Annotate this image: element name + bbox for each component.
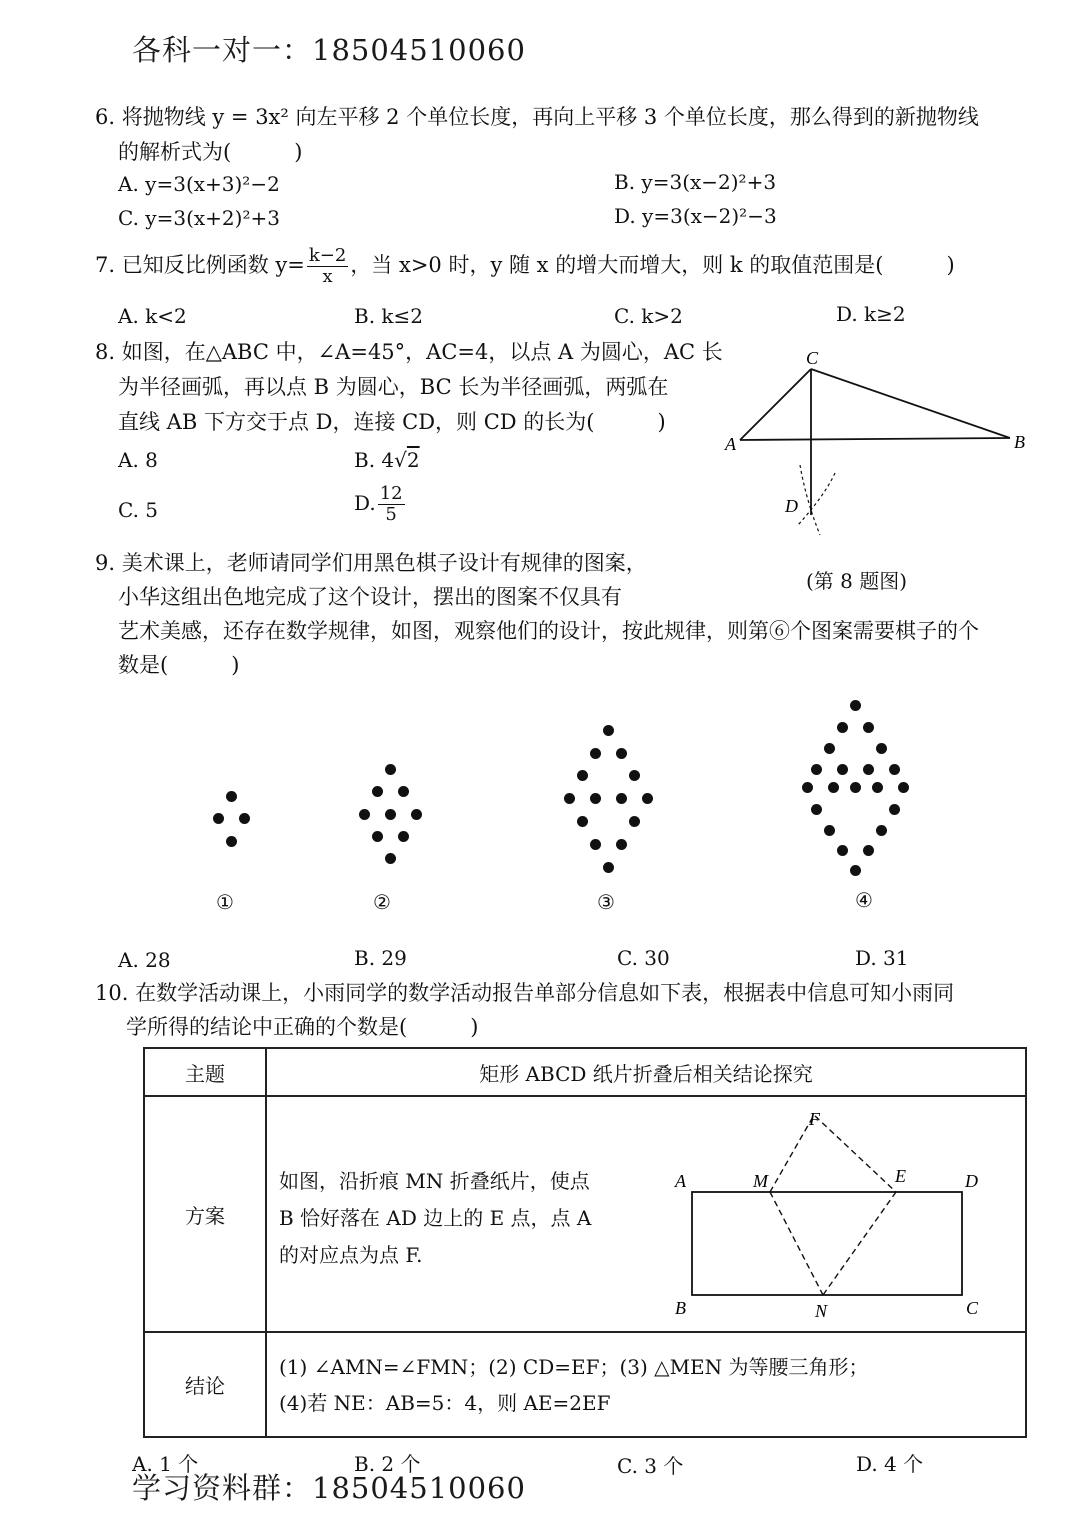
q10-option-b: B. 2 个: [354, 1452, 421, 1476]
q9-option-d: D. 31: [855, 946, 909, 970]
q8-option-d-den: 5: [385, 503, 397, 525]
conclusion-line1: (1) ∠AMN=∠FMN；(2) CD=EF；(3) △MEN 为等腰三角形；: [279, 1354, 869, 1379]
label-a: A: [725, 434, 736, 454]
chess-piece: [811, 804, 822, 815]
chess-piece: [239, 813, 250, 824]
chess-piece: [616, 839, 627, 850]
label-m: M: [753, 1171, 768, 1191]
table-conclusion-cell: [266, 1332, 1026, 1437]
chess-piece: [876, 825, 887, 836]
chess-piece: [590, 748, 601, 759]
plan-text-line1: 如图，沿折痕 MN 折叠纸片，使点: [279, 1169, 590, 1193]
q8-figure-caption: (第 8 题图): [806, 569, 908, 593]
plan-text: [279, 1163, 591, 1274]
segment-bc: [811, 369, 1010, 438]
chess-piece: [603, 725, 614, 736]
chess-piece: [837, 845, 848, 856]
q6-option-a: A. y=3(x+3)²−2: [118, 172, 280, 196]
q7-option-a: A. k<2: [118, 304, 187, 328]
footer-contact: 学习资料群：18504510060: [132, 1471, 526, 1505]
chess-piece: [824, 825, 835, 836]
folded-corner: [770, 1115, 896, 1192]
chess-piece: [850, 782, 861, 793]
chess-piece: [603, 862, 614, 873]
fold-crease-mn: [770, 1192, 823, 1295]
label-d: D: [785, 496, 798, 516]
chess-piece: [629, 770, 640, 781]
q9-option-a: A. 28: [118, 948, 171, 972]
chess-piece: [564, 793, 575, 804]
chess-piece: [642, 793, 653, 804]
label-c: C: [966, 1298, 979, 1318]
chess-piece: [863, 764, 874, 775]
chess-piece: [411, 809, 422, 820]
label-a: A: [675, 1171, 686, 1191]
q9-stem-line3: 艺术美感，还存在数学规律，如图，观察他们的设计，按此规律，则第⑥个图案需要棋子的个: [118, 619, 979, 643]
chess-piece: [385, 853, 396, 864]
chess-piece: [359, 809, 370, 820]
segment-ac: [740, 369, 811, 440]
segment-ab: [740, 438, 1010, 440]
plan-text-line3: 的对应点为点 F.: [279, 1243, 423, 1267]
table-topic-value: 矩形 ABCD 纸片折叠后相关结论探究: [266, 1048, 1026, 1096]
q7-stem: [95, 246, 955, 287]
chess-piece: [590, 793, 601, 804]
q10-option-c: C. 3 个: [617, 1454, 684, 1478]
q9-option-c: C. 30: [617, 946, 670, 970]
chess-piece: [889, 764, 900, 775]
chess-piece: [226, 791, 237, 802]
label-f: F: [809, 1109, 820, 1129]
q9-stem-line4: 数是( ): [118, 653, 240, 677]
q7-stem-prefix: 7. 已知反比例函数 y=: [95, 252, 305, 277]
q10-report-table: [143, 1047, 1027, 1438]
chess-piece: [616, 748, 627, 759]
q7-fraction: [307, 246, 348, 287]
q8-option-d-fraction: [378, 484, 405, 525]
q9-stem-line2: 小华这组出色地完成了这个设计，摆出的图案不仅具有: [118, 585, 622, 609]
label-e: E: [895, 1166, 906, 1186]
plan-text-line2: B 恰好落在 AD 边上的 E 点，点 A: [279, 1206, 592, 1230]
chess-piece: [850, 700, 861, 711]
chess-piece: [802, 782, 813, 793]
q7-option-d: D. k≥2: [836, 302, 906, 326]
q8-option-d-num: 12: [379, 483, 403, 504]
q9-pattern-label-1: ①: [216, 890, 234, 914]
label-d: D: [965, 1171, 978, 1191]
q7-fraction-den: x: [322, 265, 333, 287]
label-n: N: [815, 1301, 828, 1321]
q7-option-c: C. k>2: [614, 304, 683, 328]
chess-piece: [824, 743, 835, 754]
chess-piece: [590, 839, 601, 850]
segment-en: [823, 1192, 896, 1295]
chess-piece: [213, 813, 224, 824]
chess-piece: [872, 782, 883, 793]
chess-piece: [811, 764, 822, 775]
chess-piece: [398, 786, 409, 797]
chess-piece: [372, 786, 383, 797]
chess-piece: [372, 831, 383, 842]
q8-option-b: B. 4√2: [354, 448, 420, 472]
conclusion-line2: (4)若 NE：AB=5：4，则 AE=2EF: [279, 1390, 611, 1415]
q8-option-b-radicand: 2: [406, 448, 420, 472]
arc-from-b: [798, 473, 835, 525]
q6-stem-line1: 6. 将抛物线 y = 3x² 向左平移 2 个单位长度，再向上平移 3 个单位长度，那么得到的新抛物线: [95, 105, 979, 129]
q9-pattern-label-4: ④: [855, 888, 873, 912]
chess-piece: [577, 816, 588, 827]
label-b: B: [1014, 432, 1025, 452]
q8-option-d-prefix: D.: [354, 490, 376, 515]
q6-option-c: C. y=3(x+2)²+3: [118, 206, 280, 230]
q8-option-d: [354, 484, 407, 525]
chess-piece: [385, 764, 396, 775]
label-c: C: [806, 348, 819, 368]
chess-piece: [837, 764, 848, 775]
header-contact: 各科一对一：18504510060: [132, 33, 526, 67]
label-b: B: [675, 1298, 686, 1318]
q9-pattern-label-2: ②: [373, 890, 391, 914]
chess-piece: [616, 793, 627, 804]
chess-piece: [226, 836, 237, 847]
q7-option-b: B. k≤2: [354, 304, 424, 328]
chess-piece: [837, 722, 848, 733]
chess-piece: [828, 782, 839, 793]
q7-fraction-num: k−2: [308, 245, 347, 266]
q9-stem-line1: 9. 美术课上，老师请同学们用黑色棋子设计有规律的图案，: [95, 551, 647, 575]
q8-option-b-prefix: B. 4: [354, 448, 395, 472]
q10-option-a: A. 1 个: [132, 1452, 199, 1476]
chess-piece: [629, 816, 640, 827]
arc-from-a: [800, 465, 820, 535]
q10-stem-line2: 学所得的结论中正确的个数是( ): [126, 1015, 479, 1039]
chess-piece: [398, 831, 409, 842]
chess-piece: [863, 845, 874, 856]
table-header-topic: 主题: [144, 1048, 266, 1096]
chess-piece: [898, 782, 909, 793]
q9-option-b: B. 29: [354, 946, 407, 970]
chess-piece: [577, 770, 588, 781]
q10-option-d: D. 4 个: [856, 1452, 924, 1476]
q10-fold-figure: [667, 1107, 997, 1322]
chess-piece: [889, 804, 900, 815]
q6-option-d: D. y=3(x−2)²−3: [614, 204, 777, 228]
chess-piece: [876, 743, 887, 754]
q8-stem-line2: 为半径画弧，再以点 B 为圆心，BC 长为半径画弧，两弧在: [118, 375, 669, 399]
chess-piece: [863, 722, 874, 733]
q7-stem-suffix: ，当 x>0 时，y 随 x 的增大而增大，则 k 的取值范围是( ): [350, 252, 955, 277]
q8-triangle-figure: [720, 345, 1040, 545]
q9-pattern-label-3: ③: [597, 890, 615, 914]
q8-option-c: C. 5: [118, 498, 159, 522]
rectangle-abcd: [692, 1192, 962, 1295]
table-plan-cell: [266, 1096, 1026, 1332]
q6-stem-line2: 的解析式为( ): [118, 140, 303, 164]
chess-piece: [850, 865, 861, 876]
q8-stem-line1: 8. 如图，在△ABC 中，∠A=45°，AC=4，以点 A 为圆心，AC 长: [95, 340, 723, 364]
q8-option-a: A. 8: [118, 448, 158, 472]
q8-stem-line3: 直线 AB 下方交于点 D，连接 CD，则 CD 的长为( ): [118, 410, 666, 434]
table-header-plan: 方案: [144, 1096, 266, 1332]
q6-option-b: B. y=3(x−2)²+3: [614, 170, 777, 194]
q10-stem-line1: 10. 在数学活动课上，小雨同学的数学活动报告单部分信息如下表，根据表中信息可知小雨同: [95, 981, 955, 1005]
chess-piece: [385, 809, 396, 820]
table-header-conclusion: 结论: [144, 1332, 266, 1437]
